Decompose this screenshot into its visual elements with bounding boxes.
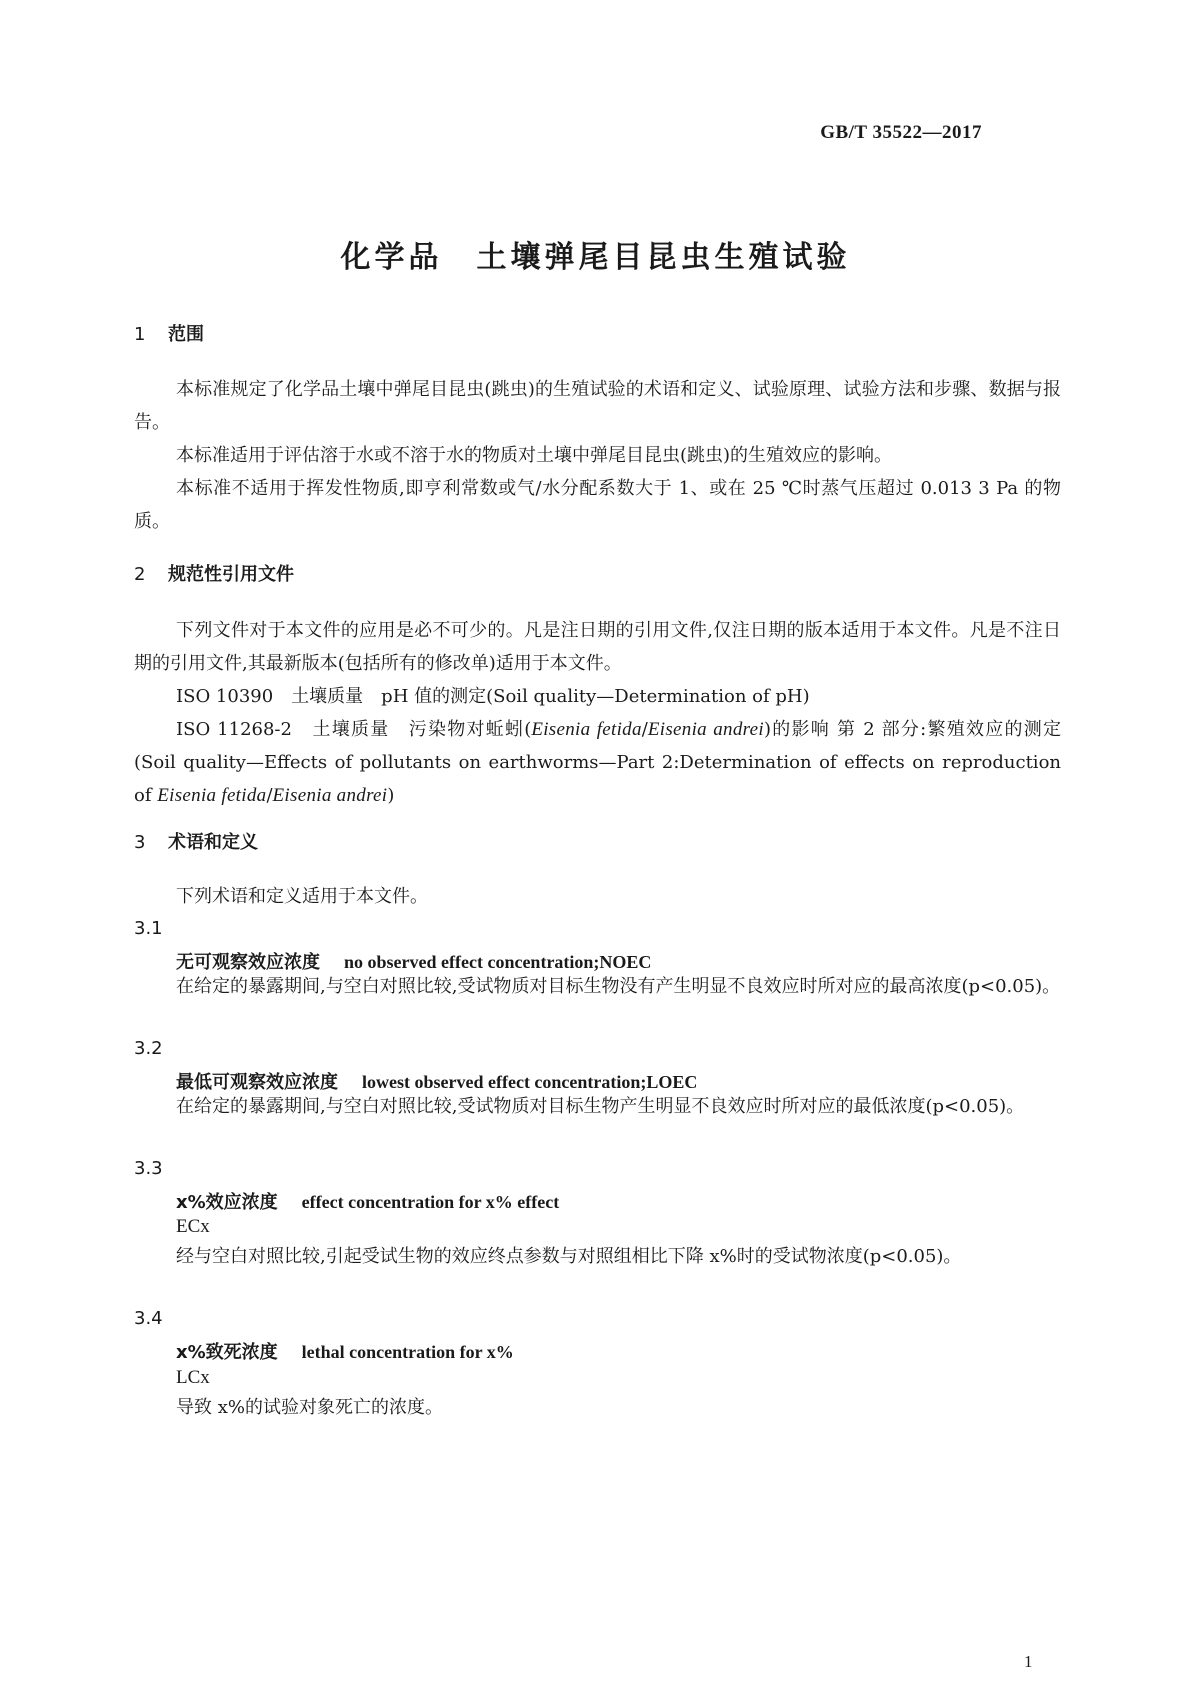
reference-iso-11268-2 (134, 713, 1061, 812)
term-zh: 最低可观察效应浓度 (176, 1072, 338, 1093)
term-symbol: ECx (176, 1216, 210, 1237)
paragraph: 下列术语和定义适用于本文件。 (176, 886, 428, 907)
section-heading-1 (134, 320, 204, 346)
term-en: lowest observed effect concentration;LOEC (362, 1072, 698, 1092)
term-zh: 无可观察效应浓度 (176, 952, 320, 973)
term-zh: x%致死浓度 (176, 1342, 278, 1363)
reference-iso-10390: ISO 10390 土壤质量 pH 值的测定(Soil quality—Determination of pH) (176, 686, 810, 707)
term-symbol: LCx (176, 1367, 210, 1388)
term-en: lethal concentration for x% (301, 1342, 514, 1362)
term-number: 3.1 (134, 918, 163, 939)
term-number: 3.2 (134, 1038, 163, 1059)
paragraph: 本标准适用于评估溶于水或不溶于水的物质对土壤中弹尾目昆虫(跳虫)的生殖效应的影响。 (176, 445, 893, 466)
term-number: 3.3 (134, 1158, 163, 1179)
species-name: Eisenia andrei (647, 719, 764, 740)
term-definition: 导致 x%的试验对象死亡的浓度。 (176, 1397, 443, 1418)
paragraph: 本标准不适用于挥发性物质,即亨利常数或气/水分配系数大于 1、或在 25 ℃时蒸气压超过 0.013 3 Pa 的物质。 (134, 478, 1061, 532)
term-definition: 在给定的暴露期间,与空白对照比较,受试物质对目标生物没有产生明显不良效应时所对应的最高浓度(p<0.05)。 (176, 976, 1061, 997)
reference-text: )的影响 第 2 部分:繁殖效应的测定(Soil quality—Effects of pollutants on earthworms—Part 2:Determination of effects on reproduction of (134, 719, 1062, 806)
page-number: 1 (1024, 1652, 1033, 1671)
species-name: Eisenia fetida (531, 719, 642, 740)
term-entry (176, 1338, 514, 1364)
species-name: Eisenia andrei (272, 785, 388, 806)
section-heading-3 (134, 828, 258, 854)
document-title: 化学品 土壤弹尾目昆虫生殖试验 (340, 240, 851, 275)
section-number: 2 (134, 564, 146, 585)
section-number: 1 (134, 324, 146, 345)
reference-text: ) (387, 785, 395, 806)
section-title: 规范性引用文件 (168, 564, 294, 585)
section-number: 3 (134, 832, 146, 853)
section-title: 范围 (168, 324, 204, 345)
section-heading-2 (134, 560, 294, 586)
reference-text: ISO 11268-2 土壤质量 污染物对蚯蚓( (176, 719, 532, 740)
term-definition: 经与空白对照比较,引起受试生物的效应终点参数与对照组相比下降 x%时的受试物浓度(p<0.05)。 (176, 1246, 962, 1267)
term-zh: x%效应浓度 (176, 1192, 278, 1213)
separator: / (641, 719, 648, 740)
standard-code: GB/T 35522—2017 (820, 122, 982, 143)
separator: / (266, 785, 273, 806)
section-title: 术语和定义 (168, 832, 258, 853)
paragraph: 本标准规定了化学品土壤中弹尾目昆虫(跳虫)的生殖试验的术语和定义、试验原理、试验方法和步骤、数据与报告。 (134, 379, 1061, 433)
paragraph: 下列文件对于本文件的应用是必不可少的。凡是注日期的引用文件,仅注日期的版本适用于本文件。凡是不注日期的引用文件,其最新版本(包括所有的修改单)适用于本文件。 (134, 620, 1061, 674)
term-definition: 在给定的暴露期间,与空白对照比较,受试物质对目标生物产生明显不良效应时所对应的最低浓度(p<0.05)。 (176, 1096, 1025, 1117)
term-entry (176, 1188, 559, 1214)
term-en: no observed effect concentration;NOEC (344, 952, 652, 972)
species-name: Eisenia fetida (157, 785, 267, 806)
term-en: effect concentration for x% effect (301, 1192, 560, 1212)
term-number: 3.4 (134, 1308, 163, 1329)
